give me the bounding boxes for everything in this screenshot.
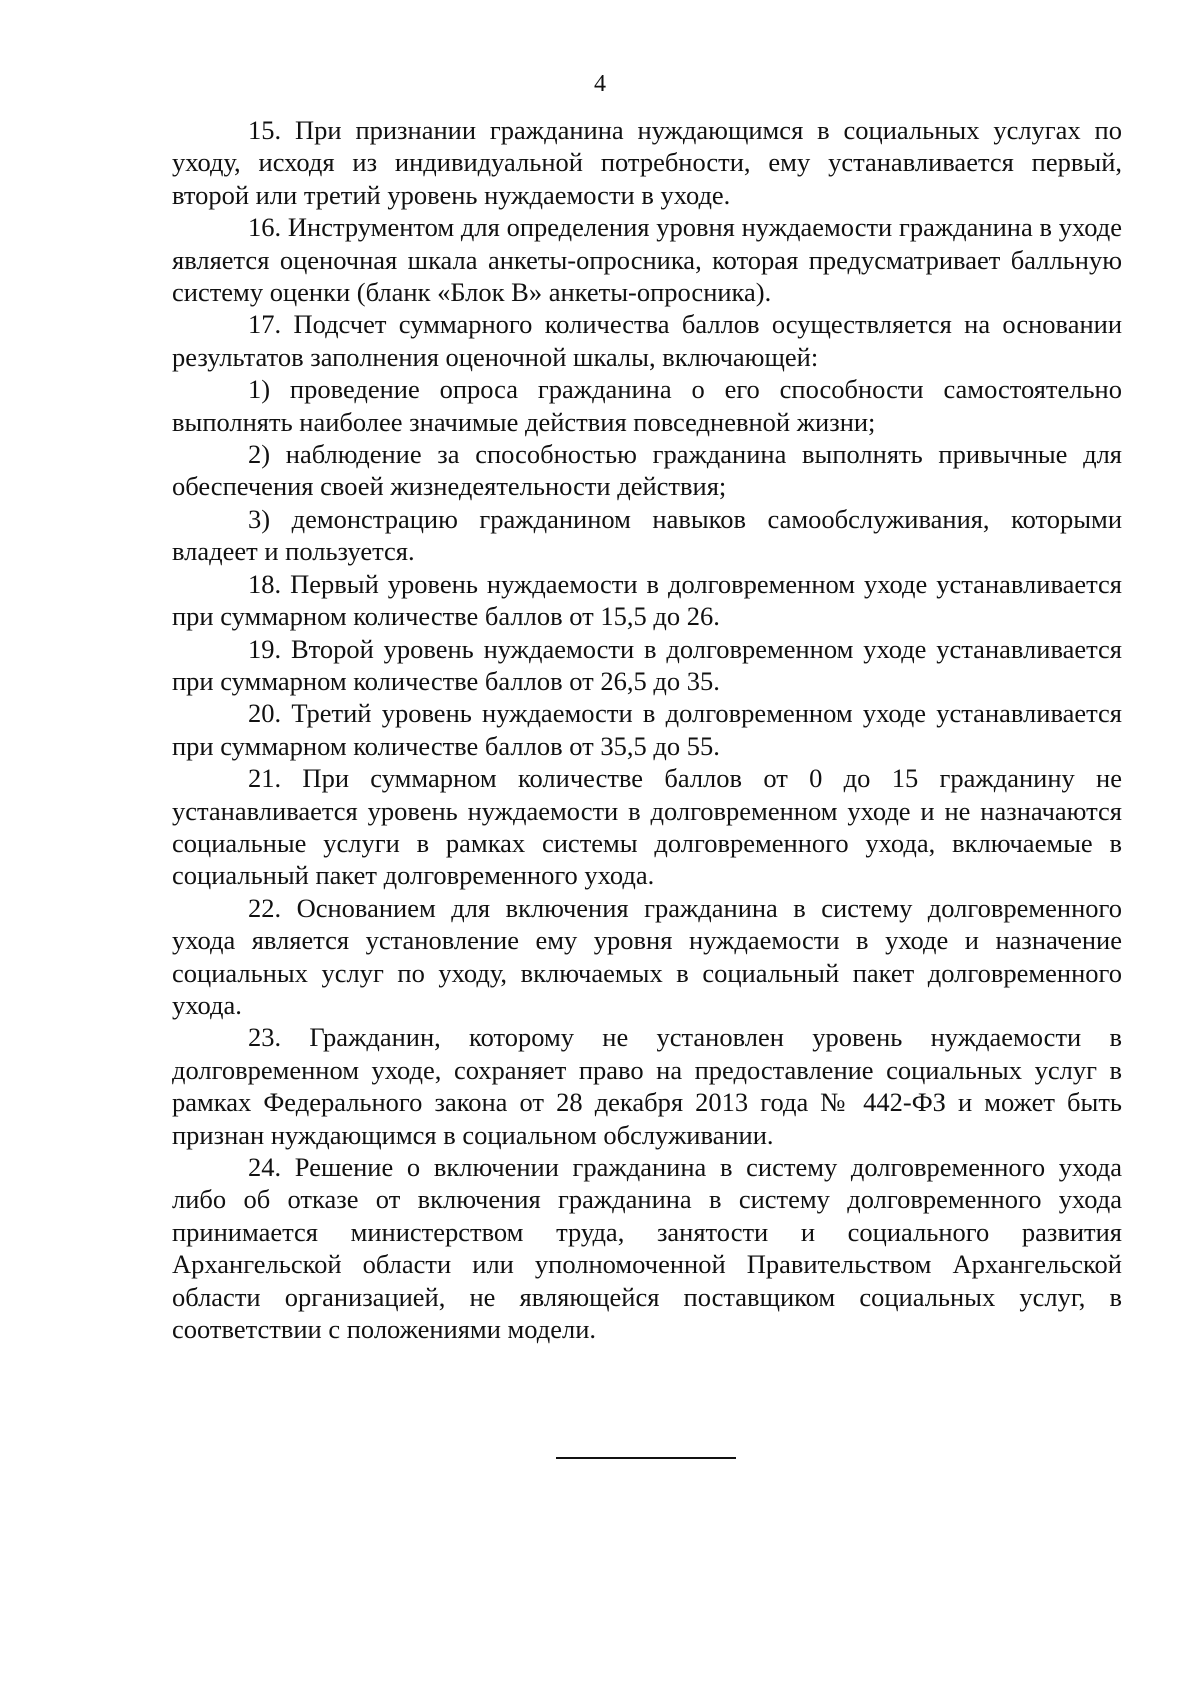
paragraph-16: 16. Инструментом для определения уровня нуждаемости гражданина в уходе является оценочная шкала анкеты-опросника, которая предусматривает балльную систему оценки (бланк «Блок В» анкеты-опросника). [172, 212, 1122, 308]
page-number: 4 [594, 71, 606, 97]
paragraph-21: 21. При суммарном количестве баллов от 0 до 15 гражданину не устанавливается уровень нуждаемости в долговременном уходе и не назначаются социальные услуги в рамках системы долговременного ухода, включаемые в социальный пакет долговременного ухода. [172, 763, 1122, 891]
end-of-document-rule [556, 1457, 736, 1459]
paragraph-15: 15. При признании гражданина нуждающимся в социальных услугах по уходу, исходя из индивидуальной потребности, ему устанавливается первый, второй или третий уровень нуждаемости в уходе. [172, 115, 1122, 210]
list-item-2: 2) наблюдение за способностью гражданина выполнять привычные для обеспечения своей жизнедеятельности действия; [172, 439, 1122, 502]
paragraph-22: 22. Основанием для включения гражданина в систему долговременного ухода является установление ему уровня нуждаемости в уходе и назначение социальных услуг по уходу, включаемых в социальный пакет долговременного ухода. [172, 892, 1122, 1020]
paragraph-24: 24. Решение о включении гражданина в систему долговременного ухода либо об отказе от включения гражданина в систему долговременного ухода принимается министерством труда, занятости и социального развития Архангельской области или уполномоченной Правительством Архангельской области организацией, не являющейся поставщиком социальных услуг, в соответствии с положениями модели. [172, 1152, 1122, 1345]
paragraph-18: 18. Первый уровень нуждаемости в долговременном уходе устанавливается при суммарном количестве баллов от 15,5 до 26. [172, 568, 1122, 632]
list-item-3: 3) демонстрацию гражданином навыков самообслуживания, которыми владеет и пользуется. [172, 503, 1122, 567]
paragraph-17: 17. Подсчет суммарного количества баллов осуществляется на основании результатов заполнения оценочной шкалы, включающей: [172, 309, 1122, 372]
paragraph-20: 20. Третий уровень нуждаемости в долговременном уходе устанавливается при суммарном количестве баллов от 35,5 до 55. [172, 698, 1122, 761]
document-body [172, 114, 1122, 1345]
list-item-1: 1) проведение опроса гражданина о его способности самостоятельно выполнять наиболее значимые действия повседневной жизни; [172, 374, 1122, 437]
paragraph-19: 19. Второй уровень нуждаемости в долговременном уходе устанавливается при суммарном количестве баллов от 26,5 до 35. [172, 633, 1122, 696]
paragraph-23: 23. Гражданин, которому не установлен уровень нуждаемости в долговременном уходе, сохраняет право на предоставление социальных услуг в рамках Федерального закона от 28 декабря 2013 года № 442-ФЗ и может быть признан нуждающимся в социальном обслуживании. [172, 1022, 1122, 1150]
